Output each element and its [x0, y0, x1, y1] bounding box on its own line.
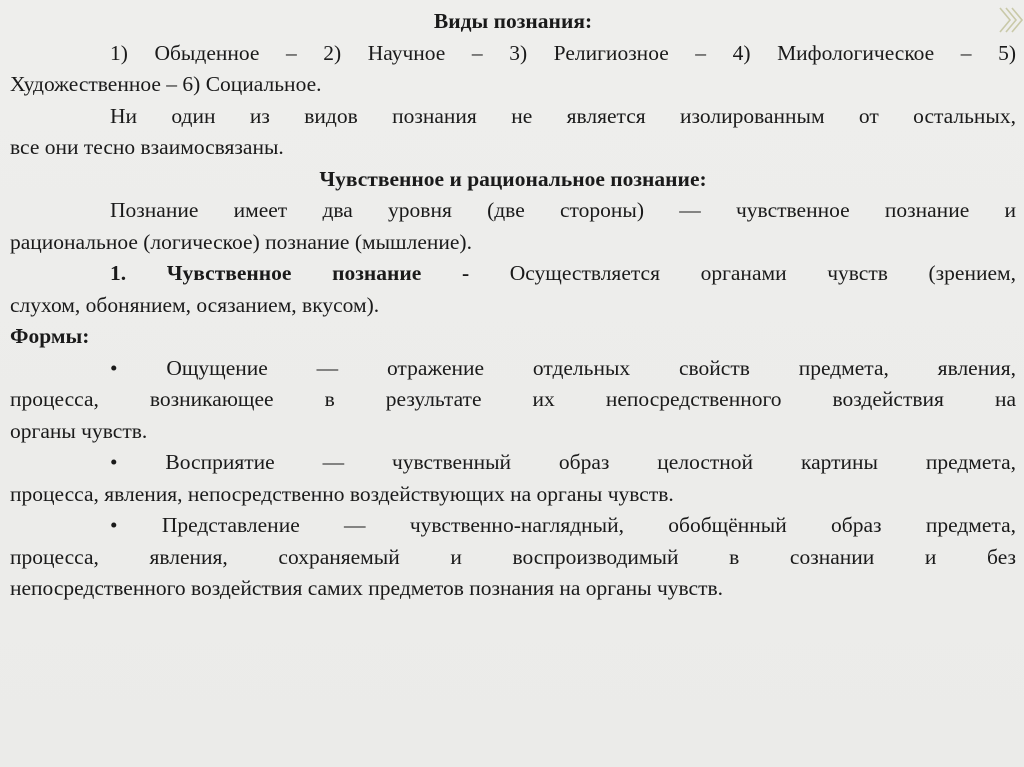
levels-line-1: Познание имеет два уровня (две стороны) — чувственное познание и — [110, 198, 1016, 222]
interrelation-line-1: Ни один из видов познания не является изолированным от остальных, — [110, 103, 1016, 128]
heading-types-of-cognition: Виды познания: — [433, 9, 593, 33]
sensory-cognition-title: 1. Чувственное познание - — [110, 261, 470, 285]
representation-line-3: непосредственного воздействия самих предметов познания на органы чувств. — [10, 576, 724, 600]
sensation-line-2: процесса, возникающее в результате их непосредственного воздействия на — [10, 387, 1016, 411]
types-list-line-2: Художественное – 6) Социальное. — [10, 72, 322, 96]
representation-line-1: • Представление — чувственно-наглядный, обобщённый образ предмета, — [110, 513, 1016, 537]
perception-line-2: процесса, явления, непосредственно воздействующих на органы чувств. — [10, 481, 674, 506]
forms-heading: Формы: — [10, 324, 90, 348]
sensation-line-3: органы чувств. — [10, 418, 148, 443]
levels-line-2: рациональное (логическое) познание (мышление). — [10, 229, 472, 254]
types-list-line-1: 1) Обыденное – 2) Научное – 3) Религиозное – 4) Мифологическое – 5) — [110, 40, 1016, 65]
sensory-cognition-line-1 — [10, 258, 1016, 290]
heading-sensory-rational: Чувственное и рациональное познание: — [319, 166, 707, 191]
representation-line-2: процесса, явления, сохраняемый и воспроизводимый в сознании и без — [10, 544, 1016, 569]
sensory-cognition-text: Осуществляется органами чувств (зрением, — [469, 261, 1016, 285]
slide-body — [10, 6, 1016, 605]
sensation-line-1: • Ощущение — отражение отдельных свойств предмета, явления, — [110, 355, 1016, 380]
perception-line-1: • Восприятие — чувственный образ целостной картины предмета, — [110, 450, 1016, 474]
sensory-cognition-line-2: слухом, обонянием, осязанием, вкусом). — [10, 292, 380, 317]
interrelation-line-2: все они тесно взаимосвязаны. — [10, 135, 284, 159]
